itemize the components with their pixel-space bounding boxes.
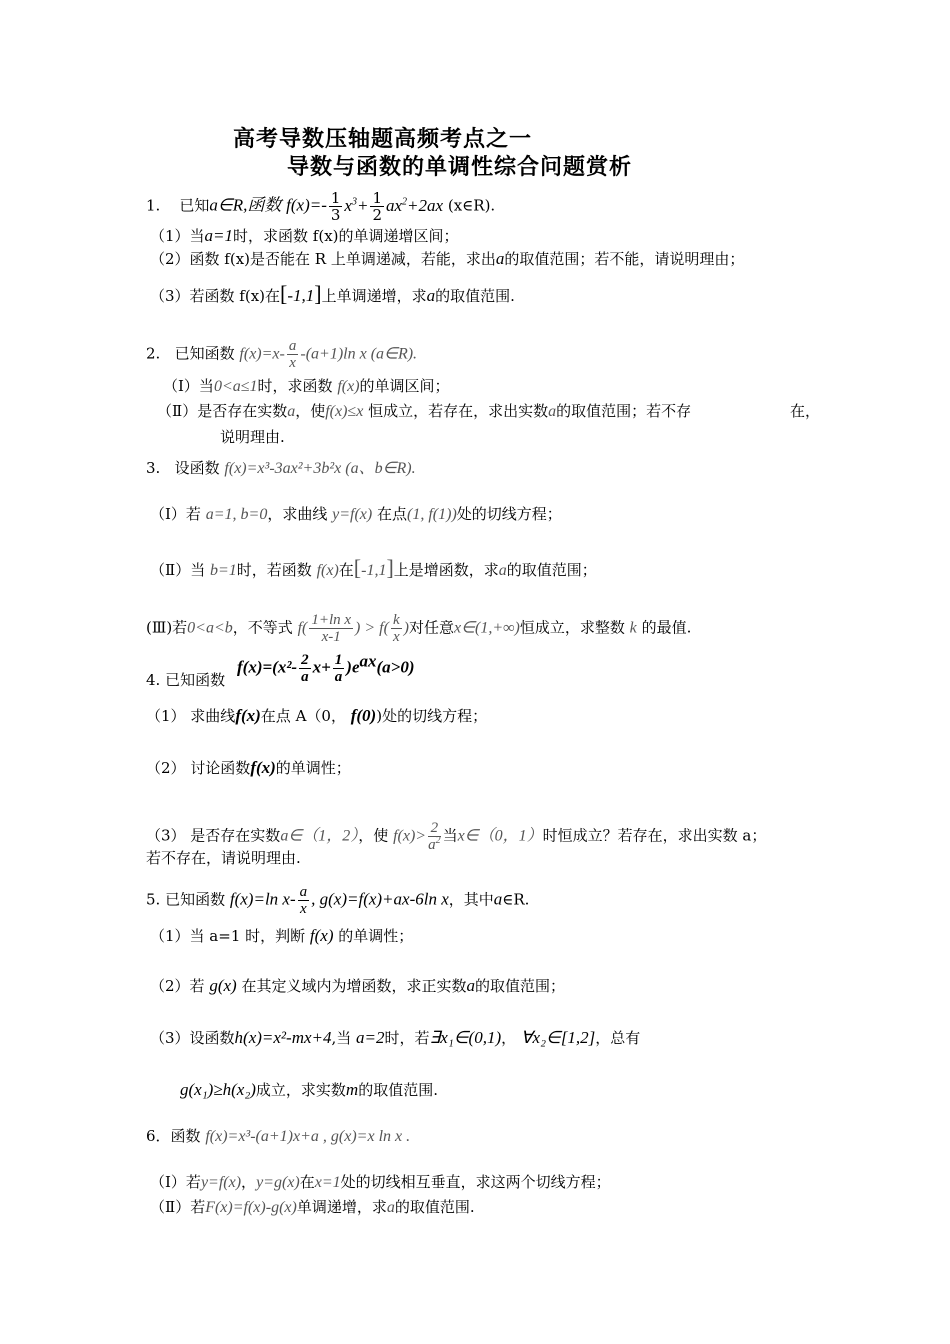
problem-2-part-2-continued: 说明理由.: [220, 428, 285, 446]
problem-6-part-2: （Ⅱ）若F(x)=f(x)-g(x)单调递增，求a的取值范围.: [150, 1198, 475, 1216]
problem-2-part-2: （Ⅱ）是否存在实数a，使f(x)≤x 恒成立，若存在，求出实数a的取值范围；若不存: [157, 402, 692, 420]
title-line-2: 导数与函数的单调性综合问题赏析: [287, 155, 633, 180]
problem-4-part-1: （1） 求曲线f(x)在点 A（0， f(0))处的切线方程；: [146, 706, 488, 725]
problem-1-part-3: （3）若函数 f(x)在[-1,1]上单调递增，求a的取值范围.: [150, 281, 515, 306]
problem-3-part-1: （Ⅰ）若 a=1, b=0，求曲线 y=f(x) 在点(1, f(1))处的切线方程；: [150, 505, 562, 523]
problem-4-statement: 4. 已知函数: [146, 671, 226, 689]
problem-4-part-2: （2） 讨论函数f(x)的单调性；: [146, 758, 351, 777]
problem-2-part-2-tail: 在，: [790, 402, 821, 420]
title-line-1: 高考导数压轴题高频考点之一: [233, 127, 533, 152]
problem-5-part-2: （2）若 g(x) 在其定义域内为增函数，求正实数a的取值范围；: [150, 976, 566, 995]
problem-1-statement: 1. 已知a∈R,函数 f(x)=- $\frac{1}{3}$ $x^3+$ $\frac{1}{2}$ $ax^2+2ax$ (x∈R).: [146, 189, 496, 224]
problem-6-part-1: （Ⅰ）若y=f(x)，y=g(x)在x=1处的切线相互垂直，求这两个切线方程；: [150, 1173, 611, 1191]
problem-3-statement: 3. 设函数 f(x)=x³-3ax²+3b²x (a、b∈R).: [146, 459, 416, 477]
problem-5-part-3: （3）设函数h(x)=x²-mx+4,当 a=2时，若∃x₁∈(0,1)， ∀x₂∈[1,2]，总有: [150, 1028, 641, 1047]
problem-5-part-3-continued: g(x₁)≥h(x₂)成立，求实数m的取值范围.: [180, 1080, 438, 1099]
problem-6-statement: 6．函数 f(x)=x³-(a+1)x+a , g(x)=x ln x .: [146, 1127, 411, 1145]
problem-5-statement: 5. 已知函数 f(x)=ln x- $\frac{a}{x}$ , g(x)=f(x)+ax-6ln x，其中a∈R.: [146, 884, 530, 917]
problem-4-function: f(x)=(x²- $\frac{2}{a}$ x+ $\frac{1}{a}$ )$e^{ax}(a>0)$: [237, 651, 415, 685]
problem-5-part-1: （1）当 a=1 时，判断 f(x) 的单调性；: [150, 926, 414, 945]
problem-3-part-2: （Ⅱ）当 b=1时，若函数 f(x)在[-1,1]上是增函数，求a的取值范围；: [150, 555, 597, 580]
problem-2-part-1: （Ⅰ）当0<a≤1时，求函数 f(x)的单调区间；: [163, 377, 450, 395]
problem-4-part-3: （3） 是否存在实数a∈（1，2），使 f(x)> $\frac{2}{a^2}$ 当x∈（0，1）时恒成立？若存在，求出实数 a；: [146, 820, 767, 853]
problem-4-part-3-continued: 若不存在，请说明理由.: [146, 849, 301, 867]
problem-3-part-3: (Ⅲ)若0<a<b，不等式 f( $\frac{\text{1+ln x}}{x-1}$ ) > f( $\frac{k}{x}$ )对任意x∈(1,+∞)恒成立，求整数 k 的最值.: [146, 612, 692, 645]
problem-1-part-1: （1）当a=1时，求函数 f(x)的单调递增区间；: [150, 226, 459, 245]
problem-2-statement: 2. 已知函数 f(x)=x- $\frac{a}{x}$ -(a+1)ln x (a∈R).: [146, 338, 418, 371]
problem-1-part-2: （2）函数 f(x)是否能在 R 上单调递减，若能，求出a的取值范围；若不能，请说明理由；: [150, 249, 745, 268]
